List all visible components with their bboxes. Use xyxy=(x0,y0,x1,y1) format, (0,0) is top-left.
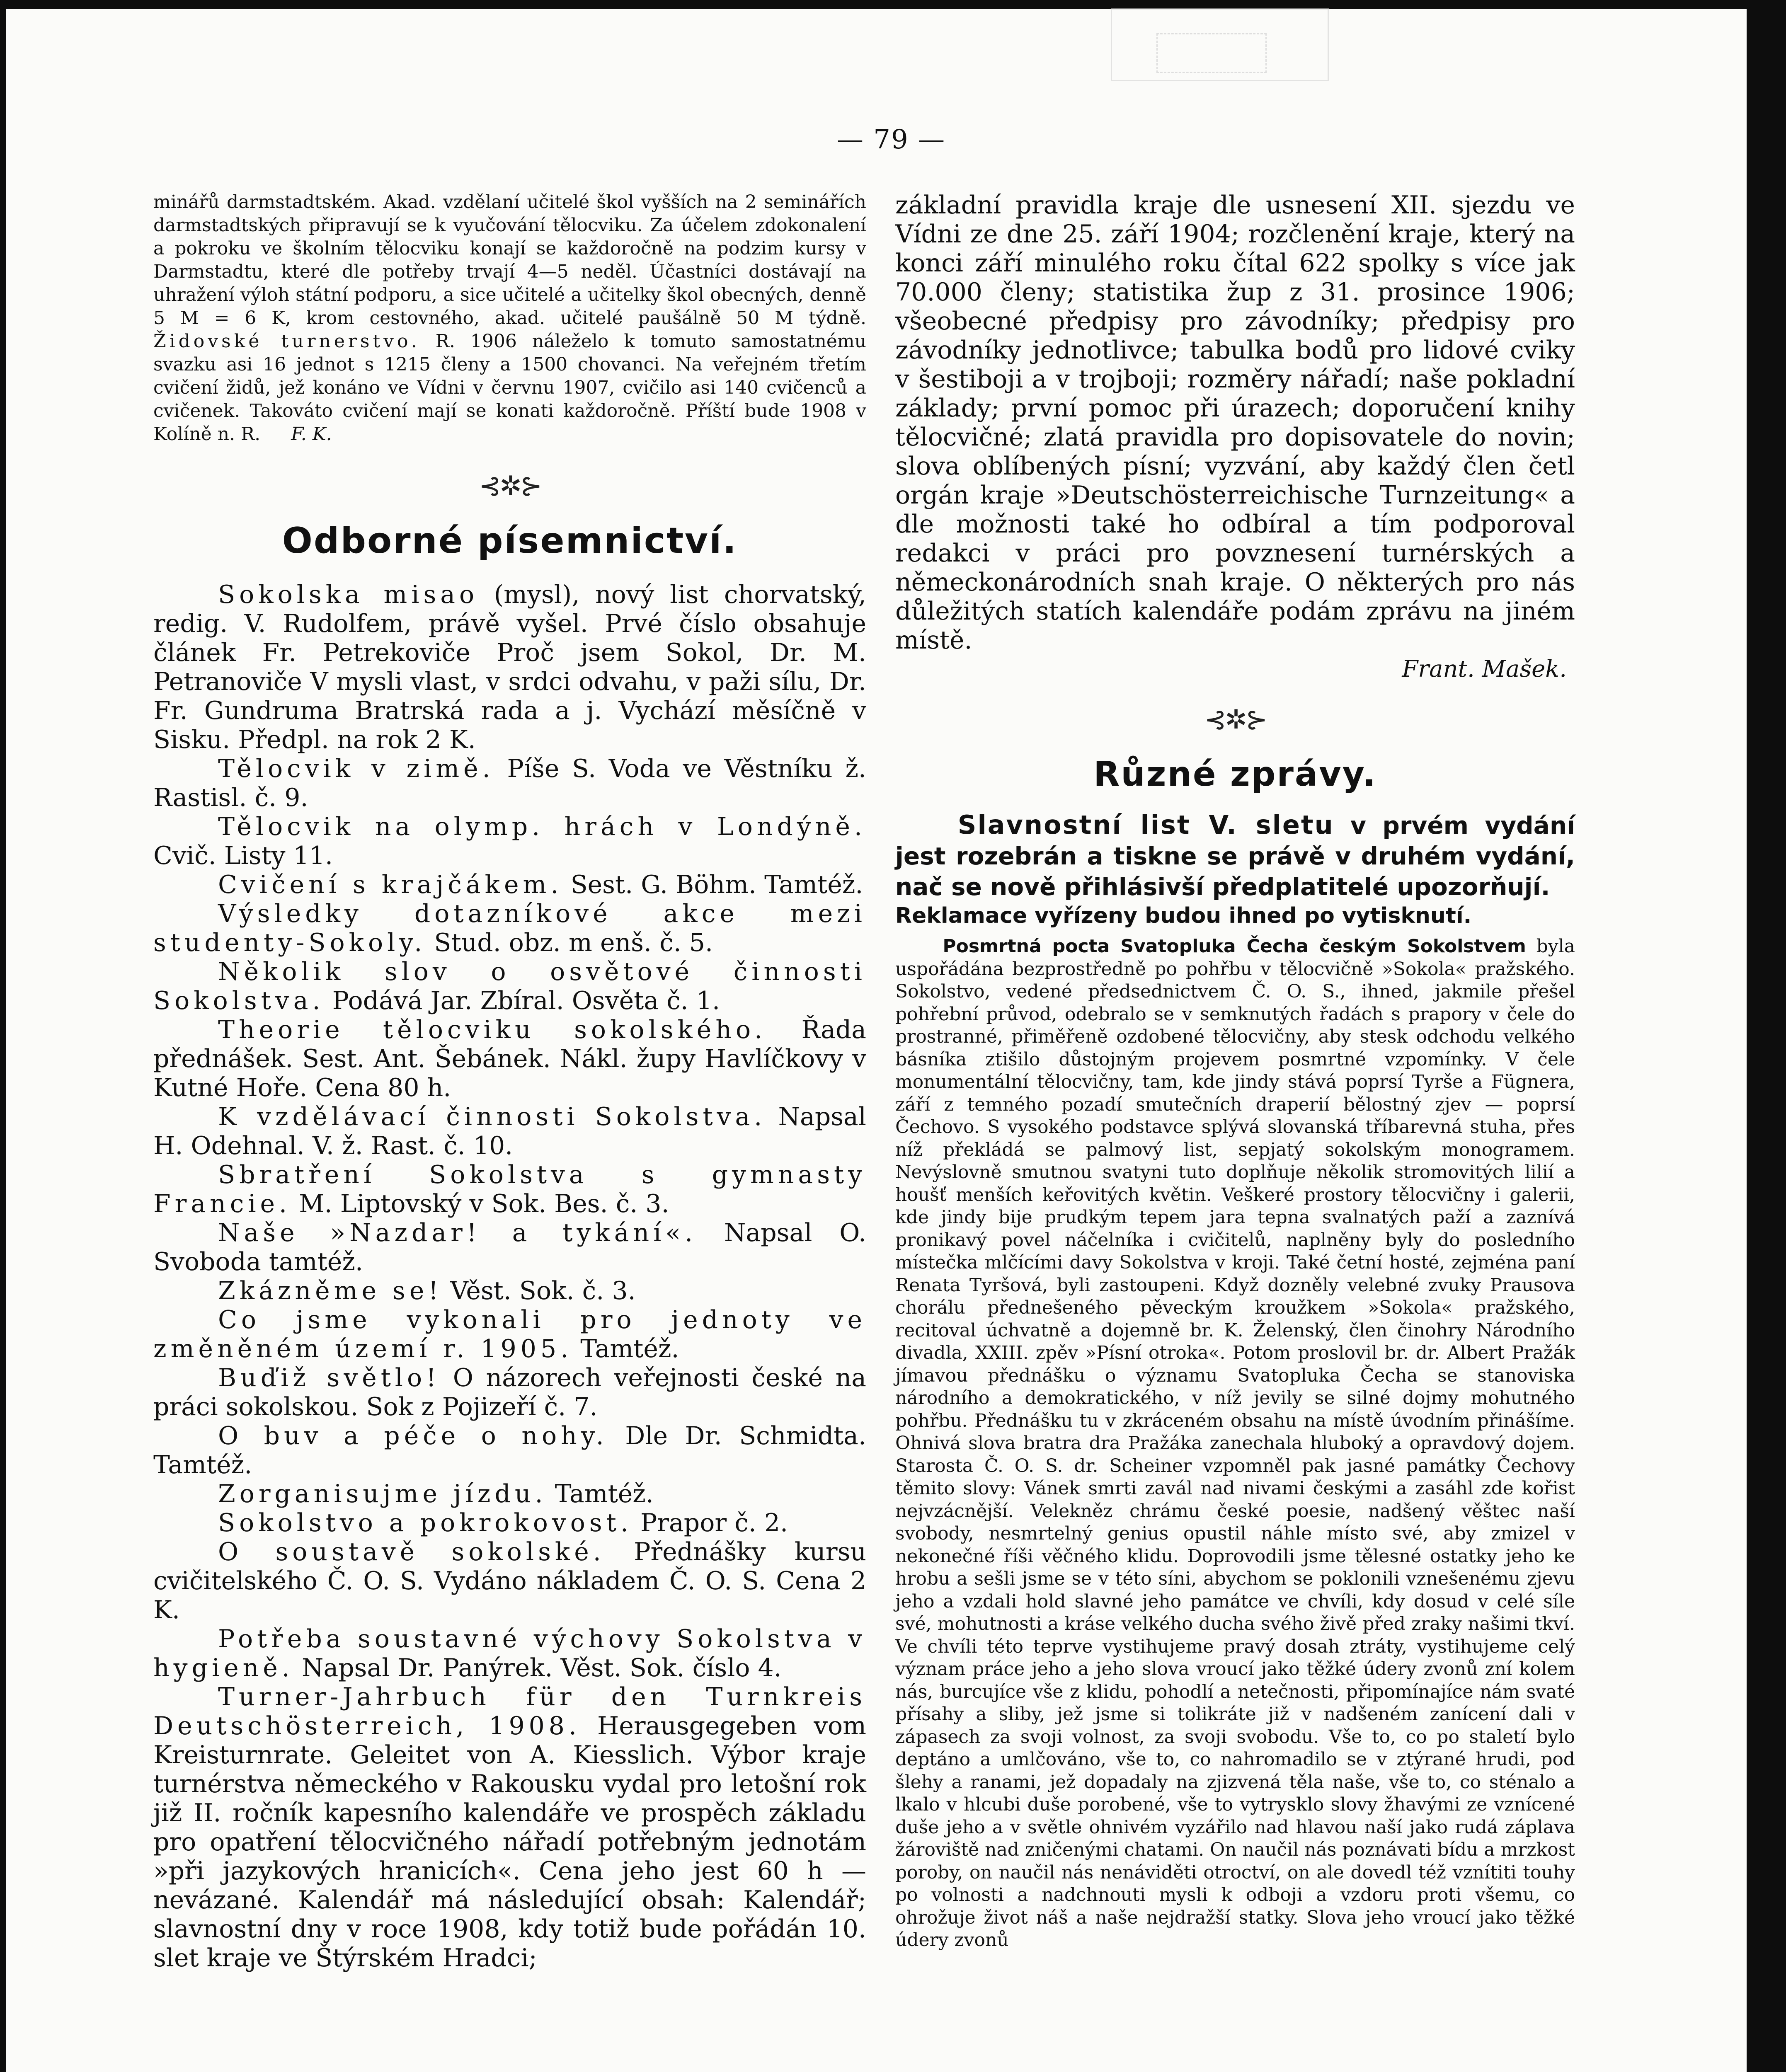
page-number: — 79 — xyxy=(836,124,946,155)
list-item: O buv a péče o nohy. Dle Dr. Schmidta. Tamtéž. xyxy=(153,1421,867,1479)
list-item: Co jsme vykonali pro jednoty ve změněném území r. 1905. Tamtéž. xyxy=(153,1305,866,1363)
scan-border-top xyxy=(0,0,1786,9)
list-item: Zkázněme se! Věst. Sok. č. 3. xyxy=(218,1276,636,1305)
calendar-contents-continuation: základní pravidla kraje dle usnesení XII. sjezdu ve Vídni ze dne 25. září 1904; rozčlenění kraje, který na konci září minulého roku čítal 622 spolky s více jak 70.000 členy; statistika žup z 31. prosince 1906; všeobecné předpisy pro závodníky; předpisy pro závodníky jednotlivce; tabulka bodů pro lidové cviky v šestiboji a v trojboji; rozměry nářadí; naše pokladní základy; první pomoc při úrazech; doporučení knihy tělocvičné; zlatá pravidla pro dopisovatele do novin; slova oblíbených písní; vyzvání, aby každý člen četl orgán kraje »Deutschösterreichische Turnzeitung« a dle možnosti také ho odbíral a tím podporoval redakci v práci pro povznesení turnérských a německonárodních snah kraje. O některých pro nás důležitých statích kalendáře podám zprávu na jiném místě. xyxy=(895,191,1575,655)
intro-term: Židovské turnerstvo. xyxy=(153,331,420,352)
intro-rest: R. 1906 náleželo k tomuto samostatnému svazku asi 16 jednot s 1215 členy a 1500 chovanci. Na veřejném třetím cvičení židů, jež konáno ve Vídni v červnu 1907, cvičilo asi 140 cvičenců a cvičenek. Takováto cvičení mají se konati každoročně. Příští bude 1908 v Kolíně n. R. xyxy=(153,331,866,445)
announcement-note: Reklamace vyřízeny budou ihned po vytisknutí. xyxy=(895,903,1472,928)
list-item: Výsledky dotazníkové akce mezi studenty-Sokoly. Stud. obz. m enš. č. 5. xyxy=(153,899,866,957)
left-column xyxy=(153,191,866,1973)
literature-list xyxy=(153,580,866,1973)
intro-text: minářů darmstadtském. Akad. vzdělaní učitelé škol vyšších na 2 seminářích darmstadtských připravují se k vyučování tělocviku. Za účelem zdokonalení a pokroku ve školním tělocviku konají se každoročně na podzim kursy v Darmstadtu, které dle potřeby trvají 4—5 neděl. Účastníci dostávají na uhražení výloh státní podporu, a sice učitelé a učitelky škol obecných, denně 5 M = 6 K, krom cestovného, akad. učitelé paušálně 50 M týdně. xyxy=(153,191,866,329)
list-item: Buďiž světlo! O názorech veřejnosti české na práci sokolskou. Sok z Pojizeří č. 7. xyxy=(153,1363,867,1421)
list-item: Turner-Jahrbuch für den Turnkreis Deutschösterreich, 1908. Herausgegeben vom Kreisturnrate. Geleitet von A. Kiesslich. Výbor kraje turnérstva německého v Rakousku vydal pro letošní rok již II. ročník kapesního kalendáře ve prospěch základu pro opatření tělocvičného nářadí potřebným jednotám »při jazykových hranicích«. Cena jeho jest 60 h — nevázané. Kalendář má následující obsah: Kalendář; slavnostní dny v roce 1908, kdy totiž bude pořádán 10. slet kraje ve Štýrském Hradci; xyxy=(153,1682,866,1973)
list-item: Theorie tělocviku sokolského. Řada přednášek. Sest. Ant. Šebánek. Nákl. župy Havlíčkovy v Kutné Hoře. Cena 80 h. xyxy=(153,1015,867,1102)
list-item: Zorganisujme jízdu. Tamtéž. xyxy=(218,1479,654,1508)
signature-frant-masek: Frant. Mašek. xyxy=(1402,656,1567,683)
list-item: Několik slov o osvětové činnosti Sokolstva. Podává Jar. Zbíral. Osvěta č. 1. xyxy=(153,957,866,1015)
scan-border-right xyxy=(1747,0,1786,2072)
list-item: Naše »Nazdar! a tykání«. Napsal O. Svoboda tamtéž. xyxy=(153,1218,866,1276)
list-item: O soustavě sokolské. Přednášky kursu cvičitelského Č. O. S. Vydáno nákladem Č. O. S. Cena 2 K. xyxy=(153,1537,866,1624)
list-item: Cvičení s krajčákem. Sest. G. Böhm. Tamtéž. xyxy=(218,870,863,899)
article-text: byla uspořádána bezprostředně po pohřbu v tělocvičně »Sokola« pražského. Sokolstvo, vedené předsednictvem Č. O. S., ihned, jakmile přešel pohřební průvod, odebralo se v semknutých řadách s prapory v čele do prostranné, přiměřeně ozdobené tělocvičny, aby stesk odchodu velkého básníka ztišilo důstojným projevem posmrtné vzpomínky. V čele monumentální tělocvičny, tam, kde jindy stává poprsí Tyrše a Fügnera, září z temného pozadí smutečních draperií bělostný zjev — poprsí Čechovo. S vysokého podstavce splývá slovanská tříbarevná stuha, přes níž překládá se palmový list, sepjatý sokolským monogramem. Nevýslovně smutnou svatyni tuto doplňuje několik stromovitých lilií a houšť menších keřovitých květin. Veškeré prostory tělocvičny i galerii, kde jindy bije prudkým tepem jara tepna svalnatých paží a zaznívá pronikavý povel náčelníka i cvičitelů, naplněny byly do posledního místečka mlčícími davy Sokolstva v kroji. Také četní hosté, zejména paní Renata Tyršová, byli zastoupeni. Když dozněly velebné zvuky Prausova chorálu přednešeného pěveckým kroužkem »Sokola« pražského, recitoval úchvatně a dojemně br. K. Želenský, člen činohry Národního divadla, XXIII. zpěv »Písní otroka«. Potom proslovil br. dr. Albert Pražák jímavou přednášku o významu Svatopluka Čecha se stanoviska národního a demokratického, v níž jevily se silné dojmy mohutného pohřbu. Přednášku tu v zkráceném obsahu na místě úvodním přinášíme. Ohnivá slova bratra dra Pražáka zanechala hluboký a opravdový dojem. Starosta Č. O. S. dr. Scheiner vzpomněl pak jasné památky Čechovy těmito slovy: Vánek smrti zavál nad nivami českými a zasáhl zde kořist nejvzácnější. Velekněz chrámu české poesie, nadšený věštec naší svobody, nesmrtelný genius opustil náhle místo své, aby zmizel v nekonečné říši věčného klidu. Doprovodili jsme tělesné ostatky jeho ke hrobu a sešli jsme se v této síni, abychom se poklonili vznešenému zjevu jeho a vzdali hold slavné jeho památce ve chvíli, kdy dosud v celé síle své, mohutnosti a kráse velkého ducha svého živě před zraky našimi tkví. Ve chvíli této teprve vystihujeme pravý dosah ztráty, vystihujeme celý význam práce jeho a jeho slova vroucí jako těžké údery zvonů zní kolem nás, burcujíce vše z klidu, pohodlí a netečnosti, připomínajíce nám svaté přísahy a sliby, jež jsme si tolikráte již v nadšeném zanícení dali v zápasech za svoji volnost, za svoji svobodu. Vše to, co po staletí bylo deptáno a umlčováno, vše to, co nahromadilo se v ztýrané hrudi, pod šlehy a ranami, jež dopadaly na zjizvená těla naše, vše to, co sténalo a lkalo v hlcubi duše porobené, vše to vytrysklo slovy žhavými ze vznícené duše jeho a v světle ohnivém vyzářilo nad hlavou naší jako rudá záplava žároviště nad zničenými chatami. On naučil nás poznávati bídu a mrzkost poroby, on naučil nás nenáviděti otroctví, on ale dovedl též vznítiti touhy po volnosti a nadchnouti mysli k odboji a vzdoru proti všemu, co ohrožuje život náš a naše nejdražší statky. Slova jeho vroucí jako těžké údery zvonů xyxy=(895,936,1575,1951)
section-heading-ruzne-zpravy: Různé zprávy. xyxy=(1093,755,1377,794)
scan-border-left xyxy=(0,0,6,2072)
right-column xyxy=(895,191,1575,1952)
list-item: Tělocvik na olymp. hrách v Londýně. Cvič. Listy 11. xyxy=(153,812,866,870)
announcement-lead: Slavnostní list V. sletu xyxy=(957,810,1334,840)
article-posmrtna-pocta xyxy=(895,935,1575,1952)
faint-library-stamp-inner xyxy=(1156,33,1267,73)
list-item: Potřeba soustavné výchovy Sokolstva v hygieně. Napsal Dr. Panýrek. Věst. Sok. číslo 4. xyxy=(153,1624,866,1682)
article-lead: Posmrtná pocta Svatopluka Čecha českým Sokolstvem xyxy=(943,936,1526,957)
section-ornament: ⊰✲⊱ xyxy=(1204,704,1266,735)
section-ornament: ⊰✲⊱ xyxy=(479,471,541,501)
section-heading-odborne-pisemnictvi: Odborné písemnictví. xyxy=(282,520,738,562)
list-item: Tělocvik v zimě. Píše S. Voda ve Věstníku ž. Rastisl. č. 9. xyxy=(153,754,867,812)
intro-paragraph xyxy=(153,191,866,446)
announcement-paragraph xyxy=(895,810,1575,902)
list-item: Sokolstvo a pokrokovost. Prapor č. 2. xyxy=(218,1508,788,1537)
list-item: Sbratření Sokolstva s gymnasty Francie. M. Liptovský v Sok. Bes. č. 3. xyxy=(153,1160,866,1218)
intro-signature: F. K. xyxy=(291,424,332,445)
list-item: K vzdělávací činnosti Sokolstva. Napsal H. Odehnal. V. ž. Rast. č. 10. xyxy=(153,1102,866,1160)
list-item: Sokolska misao (mysl), nový list chorvatský, redig. V. Rudolfem, právě vyšel. Prvé číslo obsahuje článek Fr. Petrekoviče Proč jsem Sokol, Dr. M. Petranoviče V mysli vlast, v srdci odvahu, v paži sílu, Dr. Fr. Gundruma Bratrská rada a j. Vychází měsíčně v Sisku. Předpl. na rok 2 K. xyxy=(153,580,866,754)
announcement-text: v prvém vydání jest rozebrán a tiskne se právě v druhém vydání, nač se nově přihlásivší předplatitelé upozorňují. xyxy=(895,811,1575,901)
